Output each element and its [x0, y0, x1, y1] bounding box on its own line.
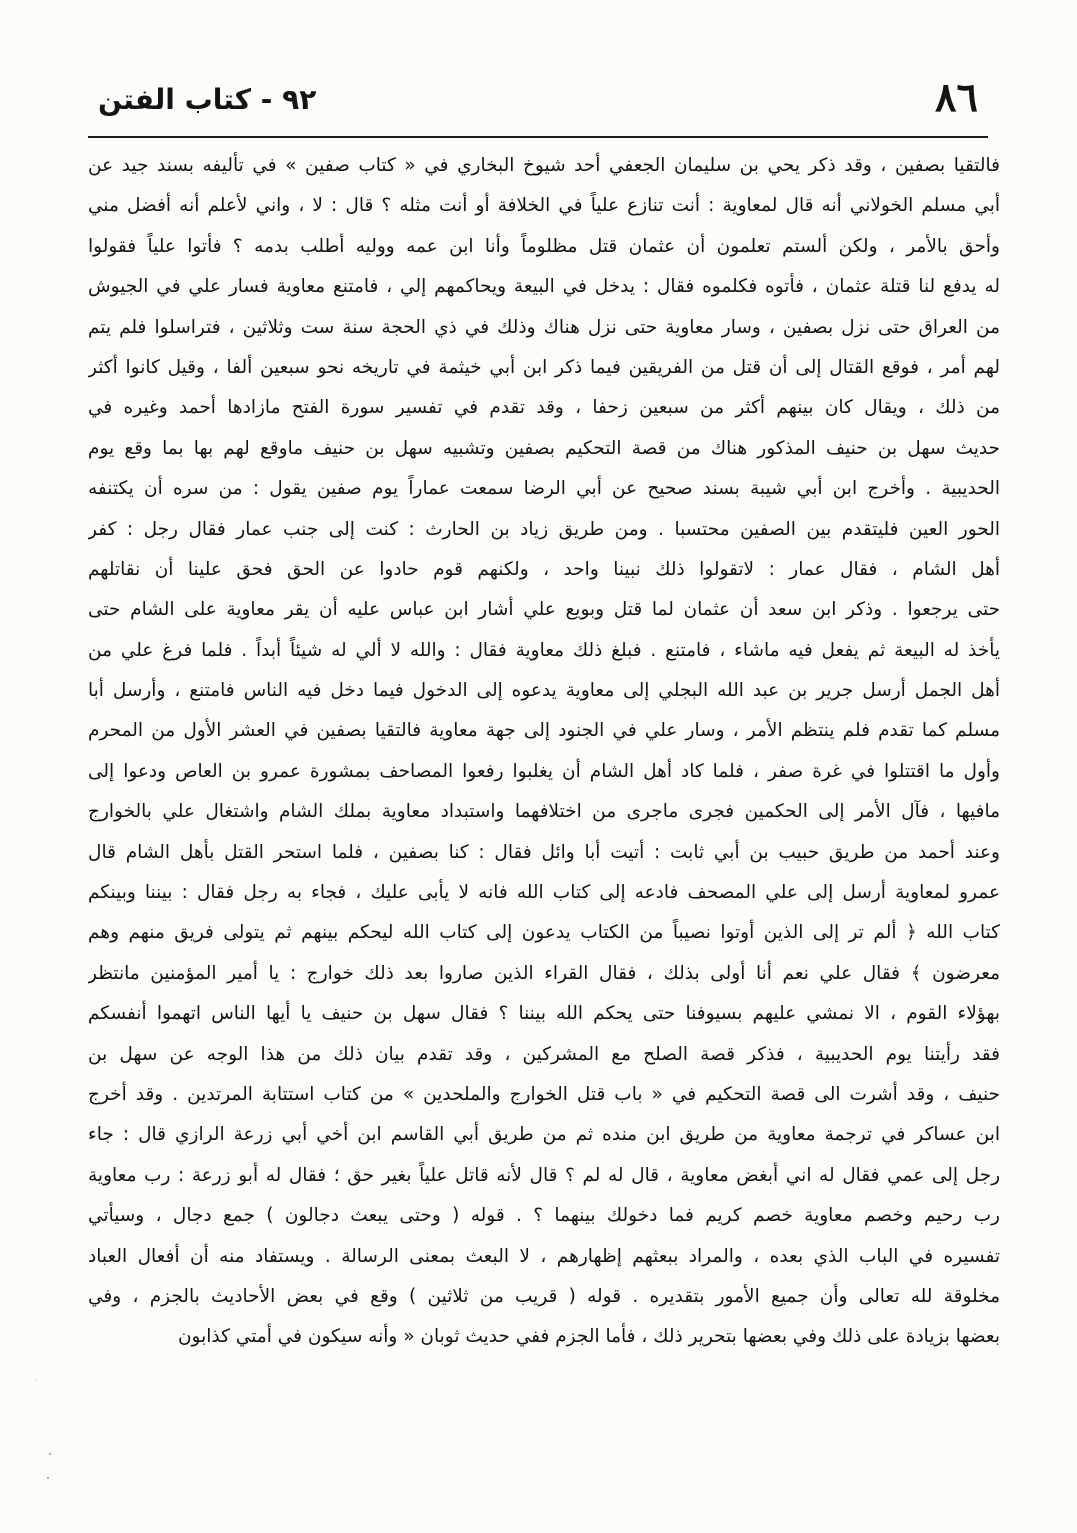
text-line: معرضون ﴾ فقال علي نعم أنا أولى بذلك ، فقال القراء الذين صاروا بعد ذلك خوارج : يا أمير المؤمنين مانتظر — [88, 962, 1000, 984]
text-line: وأحق بالأمر ، ولكن ألستم تعلمون أن عثمان قتل مظلوماً وأنا ابن عمه ووليه أطلب بدمه ؟ فأتوا علياً فقولوا — [88, 235, 1000, 257]
text-line: حديث سهل بن حنيف المذكور هناك من قصة التحكيم بصفين وتشبيه سهل بن حنيف ماوقع لهم بها بما وقع يوم — [88, 437, 1000, 459]
scan-speck — [49, 1453, 51, 1455]
text-line: فقد رأيتنا يوم الحديبية ، فذكر قصة الصلح مع المشركين ، وقد تقدم بيان ذلك من هذا الوجه عن سهل بن — [88, 1043, 1000, 1065]
text-line: يأخذ له البيعة ثم يفعل فيه ماشاء ، فامتنع . فبلغ ذلك معاوية فقال : والله لا ألي له شيئاً أبداً . فلما فرغ علي من — [88, 639, 1000, 661]
text-line: رب رحيم وخصم معاوية خصم كريم فما دخولك بينهما ؟ . قوله ( وحتى يبعث دجالون ) جمع دجال ، وسيأتي — [88, 1205, 1000, 1227]
text-line: كتاب الله ﴿ ألم تر إلى الذين أوتوا نصيباً من الكتاب يدعون إلى كتاب الله ليحكم بينهم ثم يتولى فريق منهم وهم — [88, 922, 1000, 944]
text-line: حتى يرجعوا . وذكر ابن سعد أن عثمان لما قتل وبويع علي أشار ابن عباس عليه أن يقر معاوية على الشام حتى — [88, 599, 1000, 621]
text-line: بهؤلاء القوم ، الا نمشي عليهم بسيوفنا حتى يحكم الله بيننا ؟ فقال سهل بن حنيف يا أيها الناس اتهموا أنفسكم — [88, 1003, 1000, 1025]
text-line: أبي مسلم الخولاني أنه قال لمعاوية : أنت تنازع علياً في الخلافة أو أنت مثله ؟ قال : لا ، واني لأعلم أنه أفضل مني — [88, 195, 1000, 217]
text-line: مافيها ، فآل الأمر إلى الحكمين فجرى ماجرى من اختلافهما واستبداد معاوية بملك الشام واشتغال علي بالخوارج — [88, 801, 1000, 823]
header-divider — [88, 136, 988, 138]
text-line: الحور العين فليتقدم بين الصفين محتسبا . ومن طريق زياد بن الحارث : كنت إلى جنب عمار فقال رجل : كفر — [88, 518, 1000, 540]
text-line: أهل الشام ، فقال عمار : لاتقولوا ذلك نبينا واحد ، ولكنهم قوم حادوا عن الحق فحق علينا أن نقاتلهم — [88, 558, 1000, 580]
text-line: رجل إلى عمي فقال له اني أبغض معاوية ، قال له لم ؟ قال لأنه قاتل علياً بغير حق ؛ فقال له أبو زرعة : رب معاوية — [88, 1164, 1000, 1186]
text-line: مسلم كما تقدم فلم ينتظم الأمر ، وسار علي في الجنود إلى جهة معاوية فالتقيا بصفين في العشر الأول من المحرم — [88, 720, 1000, 742]
text-line: مخلوقة لله تعالى وأن جميع الأمور بتقديره . قوله ( قريب من ثلاثين ) وقع في بعض الأحاديث بالجزم ، وفي — [88, 1285, 1000, 1307]
text-line: من ذلك ، ويقال كان بينهم أكثر من سبعين زحفا ، وقد تقدم في تفسير سورة الفتح مازادها أحمد وغيره في — [88, 397, 1000, 419]
text-line: أهل الجمل أرسل جرير بن عبد الله البجلي إلى معاوية يدعوه إلى الدخول فيما دخل فيه الناس فامتنع ، وأرسل أبا — [88, 680, 1000, 702]
text-line: بعضها بزيادة على ذلك وفي بعضها بتحرير ذلك ، فأما الجزم ففي حديث ثوبان « وأنه سيكون في أمتي كذابون — [177, 1326, 1000, 1348]
text-line: وعند أحمد من طريق حبيب بن أبي ثابت : أتيت أبا وائل فقال : كنا بصفين ، فلما استحر القتل بأهل الشام قال — [88, 841, 1000, 863]
scan-speck — [36, 1380, 37, 1381]
text-line: تفسيره في الباب الذي بعده ، والمراد ببعثهم إظهارهم ، لا البعث بمعنى الرسالة . ويستفاد منه أن أفعال العباد — [88, 1245, 1000, 1267]
page-number: ٨٦ — [935, 74, 978, 121]
body-text — [88, 146, 1000, 1358]
scan-speck — [47, 1477, 49, 1479]
page-header — [88, 70, 988, 134]
text-line: ابن عساكر في ترجمة معاوية من طريق ابن منده ثم من طريق أبي القاسم ابن أخي أبي زرعة الرازي قال : جاء — [88, 1124, 1000, 1146]
text-line: عمرو لمعاوية أرسل إلى علي المصحف فادعه إلى كتاب الله فانه لا يأبى عليك ، فجاء به رجل فقال : بيننا وبينكم — [88, 882, 1000, 904]
text-line: وأول ما اقتتلوا في غرة صفر ، فلما كاد أهل الشام أن يغلبوا رفعوا المصاحف بمشورة عمرو بن العاص ودعوا إلى — [88, 760, 1000, 782]
text-line: من العراق حتى نزل بصفين ، وسار معاوية حتى نزل هناك وذلك في ذي الحجة سنة ست وثلاثين ، فتراسلوا فلم يتم — [88, 316, 1000, 338]
running-title: ٩٢ - كتاب الفتن — [98, 83, 317, 116]
text-line: له يدفع لنا قتلة عثمان ، فأتوه فكلموه فقال : يدخل في البيعة ويحاكمهم إلي ، فامتنع معاوية فسار علي في الجيوش — [88, 276, 1000, 298]
text-line: فالتقيا بصفين ، وقد ذكر يحي بن سليمان الجعفي أحد شيوخ البخاري في « كتاب صفين » في تأليفه بسند جيد عن — [88, 155, 1000, 176]
text-line: الحديبية . وأخرج ابن أبي شيبة بسند صحيح عن أبي الرضا سمعت عماراً يوم صفين يقول : من سره أن يكتنفه — [88, 478, 1000, 500]
text-line: حنيف ، وقد أشرت الى قصة التحكيم في « باب قتل الخوارج والملحدين » من كتاب استتابة المرتدين . وقد أخرج — [88, 1083, 1000, 1105]
text-line: لهم أمر ، فوقع القتال إلى أن قتل من الفريقين فيما ذكر ابن أبي خيثمة في تاريخه نحو سبعين ألفا ، وقيل كانوا أكثر — [88, 356, 1000, 378]
